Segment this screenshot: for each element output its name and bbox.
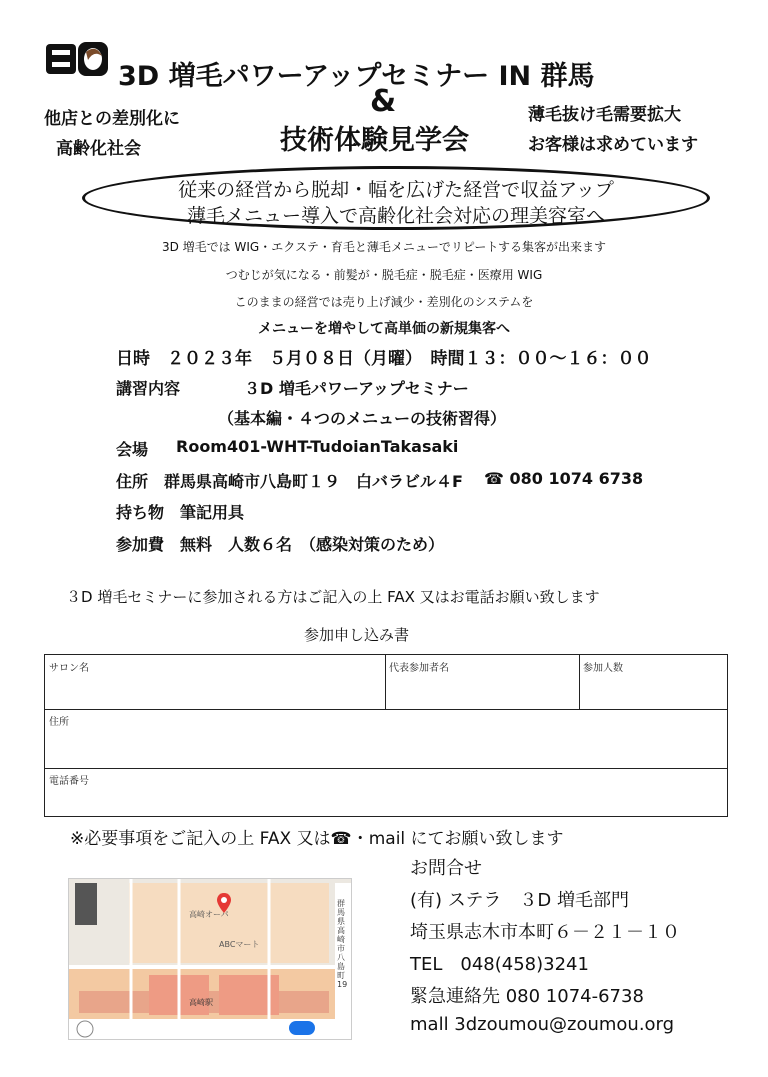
- phone-field[interactable]: 電話番号: [49, 776, 89, 787]
- form-divider: [45, 709, 727, 710]
- map-address-label: 群馬県高崎市八島町19: [337, 899, 348, 989]
- form-divider: [45, 768, 727, 769]
- location-map[interactable]: [68, 878, 352, 1040]
- left-tagline-2: 高齢化社会: [56, 139, 141, 159]
- contact-mail[interactable]: mall 3dzoumou@zoumou.org: [410, 1014, 675, 1035]
- contact-tel: TEL 048(458)3241: [410, 954, 589, 975]
- right-tagline-1: 薄毛抜け毛需要拡大: [528, 105, 681, 125]
- contact-company: (有) ステラ ３D 増毛部門: [410, 890, 629, 911]
- map-label: 高崎駅: [189, 998, 213, 1007]
- page-subtitle: 技術体験見学会: [280, 125, 469, 156]
- representative-field[interactable]: 代表参加者名: [389, 663, 449, 674]
- participant-count-field[interactable]: 参加人数: [583, 663, 623, 674]
- left-tagline-1: 他店との差別化に: [44, 109, 180, 129]
- fax-note-text: ※必要事項をご記入の上 FAX 又は: [70, 829, 331, 849]
- venue-phone: [484, 469, 643, 488]
- form-title: 参加申し込み書: [304, 626, 410, 644]
- highlight-oval: [82, 166, 710, 230]
- contact-heading: お問合せ: [410, 858, 482, 879]
- oval-line-2: 薄毛メニュー導入で高齢化社会対応の理美容室へ: [186, 205, 605, 227]
- event-datetime: 日時 ２０２３年 ５月０８日（月曜） 時間１３：００～１６：００: [116, 349, 652, 369]
- map-label: ABCマート: [219, 940, 260, 949]
- venue-label: 会場: [116, 440, 149, 459]
- oval-line-1: 従来の経営から脱却・幅を広げた経営で収益アップ: [178, 179, 614, 201]
- items-to-bring: 持ち物 筆記用具: [116, 503, 245, 522]
- venue-name: Room401-WHT-TudoianTakasaki: [176, 437, 459, 456]
- map-label: 高崎オーパ: [189, 910, 229, 919]
- intro-line-4: メニューを増やして高単価の新規集客へ: [258, 321, 510, 337]
- fee-info: 参加費 無料 人数６名 （感染対策のため）: [116, 535, 445, 554]
- page-title: 3D 増毛パワーアップセミナー IN 群馬: [118, 61, 595, 92]
- form-divider: [579, 655, 580, 710]
- intro-line-1: 3D 増毛では WIG・エクステ・育毛と薄毛メニューでリピートする集客が出来ます: [161, 240, 606, 254]
- course-detail: （基本編・４つのメニューの技術習得）: [218, 409, 507, 428]
- form-divider: [385, 655, 386, 710]
- intro-line-3: このままの経営では売り上げ減少・差別化のシステムを: [234, 295, 534, 309]
- phone-number: 080 1074 6738: [509, 469, 644, 488]
- phone-icon: ☎: [330, 829, 352, 849]
- course-label: 講習内容: [116, 379, 181, 398]
- venue-address: 住所 群馬県高崎市八島町１９ 白バラビル４F: [116, 472, 463, 491]
- course-name: ３D 増毛パワーアップセミナー: [244, 379, 469, 398]
- logo-3d: [44, 40, 110, 78]
- intro-line-2: つむじが気になる・前髪が・脱毛症・脱毛症・医療用 WIG: [225, 268, 543, 282]
- fax-note: [70, 824, 564, 849]
- application-form: [44, 654, 728, 817]
- right-tagline-2: お客様は求めています: [528, 135, 698, 155]
- fax-note-text: ・mail にてお願い致します: [351, 829, 564, 849]
- contact-address: 埼玉県志木市本町６－２１－１０: [410, 922, 680, 943]
- ampersand: &: [370, 84, 397, 119]
- salon-name-field[interactable]: サロン名: [49, 663, 89, 674]
- apply-note: ３D 増毛セミナーに参加される方はご記入の上 FAX 又はお電話お願い致します: [66, 588, 600, 606]
- contact-emergency: 緊急連絡先 080 1074-6738: [410, 986, 644, 1007]
- address-field[interactable]: 住所: [49, 717, 69, 728]
- phone-icon: ☎: [484, 469, 504, 488]
